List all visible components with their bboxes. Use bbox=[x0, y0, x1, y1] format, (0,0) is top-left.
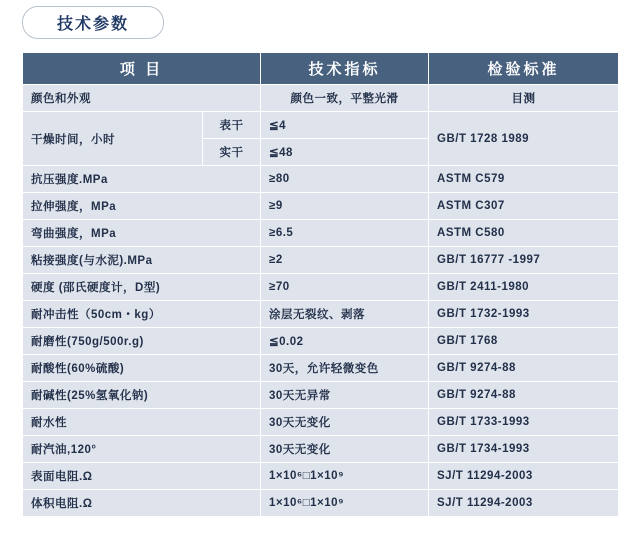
page-title bbox=[22, 6, 164, 39]
cell-item: 耐酸性(60%硫酸) bbox=[23, 355, 261, 382]
cell-index: ≦4 bbox=[261, 112, 429, 139]
cell-standard: GB/T 1728 1989 bbox=[429, 112, 619, 166]
cell-item: 拉伸强度，MPa bbox=[23, 193, 261, 220]
cell-index: ≥6.5 bbox=[261, 220, 429, 247]
cell-item: 粘接强度(与水泥).MPa bbox=[23, 247, 261, 274]
cell-index: 30天无变化 bbox=[261, 436, 429, 463]
cell-standard: GB/T 1768 bbox=[429, 328, 619, 355]
cell-item: 硬度 (邵氏硬度计，D型) bbox=[23, 274, 261, 301]
cell-standard: GB/T 16777 -1997 bbox=[429, 247, 619, 274]
cell-index: ≥80 bbox=[261, 166, 429, 193]
cell-index: ≥9 bbox=[261, 193, 429, 220]
table-row bbox=[23, 355, 619, 382]
cell-index: ≥2 bbox=[261, 247, 429, 274]
table-row bbox=[23, 220, 619, 247]
spec-table bbox=[22, 52, 619, 517]
cell-item: 抗压强度.MPa bbox=[23, 166, 261, 193]
table-row bbox=[23, 436, 619, 463]
cell-standard: GB/T 9274-88 bbox=[429, 382, 619, 409]
table-row bbox=[23, 463, 619, 490]
cell-item: 干燥时间，小时 bbox=[23, 112, 203, 166]
cell-index: 30天无变化 bbox=[261, 409, 429, 436]
table-row bbox=[23, 382, 619, 409]
cell-index: 30天，允许轻微变色 bbox=[261, 355, 429, 382]
cell-item: 耐汽油,120° bbox=[23, 436, 261, 463]
column-header-index: 技术指标 bbox=[261, 53, 429, 85]
cell-index: ≦0.02 bbox=[261, 328, 429, 355]
table-body bbox=[23, 85, 619, 517]
cell-subitem: 表干 bbox=[203, 112, 261, 139]
table-row bbox=[23, 409, 619, 436]
table-header-row bbox=[23, 53, 619, 85]
cell-standard: GB/T 1732-1993 bbox=[429, 301, 619, 328]
table-row bbox=[23, 247, 619, 274]
cell-item: 耐碱性(25%氢氧化钠) bbox=[23, 382, 261, 409]
cell-standard: ASTM C580 bbox=[429, 220, 619, 247]
cell-index: 1×10⁶□1×10⁹ bbox=[261, 463, 429, 490]
cell-index: 1×10⁶□1×10⁹ bbox=[261, 490, 429, 517]
table-head bbox=[23, 53, 619, 85]
cell-item: 耐冲击性（50cm・kg） bbox=[23, 301, 261, 328]
cell-item: 体积电阻.Ω bbox=[23, 490, 261, 517]
table-row bbox=[23, 112, 619, 139]
cell-item: 耐水性 bbox=[23, 409, 261, 436]
cell-standard: SJ/T 11294-2003 bbox=[429, 490, 619, 517]
page-title-text: 技术参数 bbox=[56, 16, 129, 33]
cell-index: ≦48 bbox=[261, 139, 429, 166]
cell-index: ≥70 bbox=[261, 274, 429, 301]
cell-standard: ASTM C307 bbox=[429, 193, 619, 220]
cell-standard: ASTM C579 bbox=[429, 166, 619, 193]
cell-index: 涂层无裂纹、剥落 bbox=[261, 301, 429, 328]
cell-item: 表面电阻.Ω bbox=[23, 463, 261, 490]
cell-standard: 目测 bbox=[429, 85, 619, 112]
cell-standard: SJ/T 11294-2003 bbox=[429, 463, 619, 490]
cell-standard: GB/T 2411-1980 bbox=[429, 274, 619, 301]
cell-index: 颜色一致，平整光滑 bbox=[261, 85, 429, 112]
table-row bbox=[23, 328, 619, 355]
table-row bbox=[23, 166, 619, 193]
cell-item: 弯曲强度，MPa bbox=[23, 220, 261, 247]
cell-index: 30天无异常 bbox=[261, 382, 429, 409]
table-row bbox=[23, 490, 619, 517]
cell-standard: GB/T 1733-1993 bbox=[429, 409, 619, 436]
table-row bbox=[23, 301, 619, 328]
column-header-item: 项 目 bbox=[23, 53, 261, 85]
table-row bbox=[23, 85, 619, 112]
cell-item: 颜色和外观 bbox=[23, 85, 261, 112]
cell-standard: GB/T 1734-1993 bbox=[429, 436, 619, 463]
spec-table-container bbox=[22, 52, 618, 517]
cell-subitem: 实干 bbox=[203, 139, 261, 166]
table-row bbox=[23, 274, 619, 301]
cell-item: 耐磨性(750g/500r.g) bbox=[23, 328, 261, 355]
cell-standard: GB/T 9274-88 bbox=[429, 355, 619, 382]
column-header-standard: 检验标准 bbox=[429, 53, 619, 85]
table-row bbox=[23, 193, 619, 220]
